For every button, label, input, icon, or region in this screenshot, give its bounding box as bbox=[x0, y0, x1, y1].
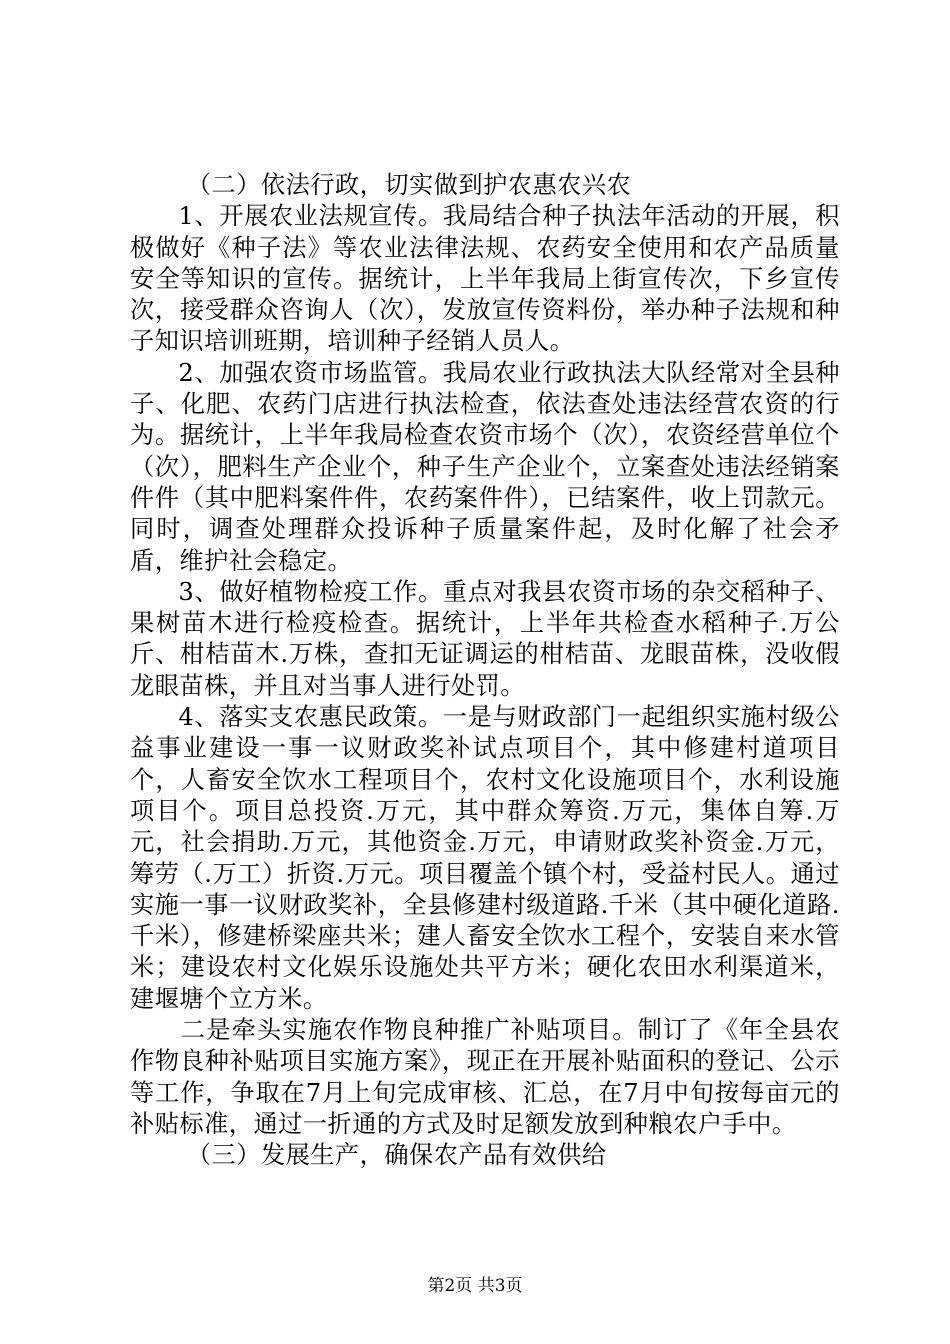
paragraph-seed-subsidy: 二是牵头实施农作物良种推广补贴项目。制订了《年全县农作物良种补贴项目实施方案》，现正在开展补贴面积的登记、公示等工作，争取在7月上旬完成审核、汇总，在7月中旬按每亩元的补贴标准，通过一折通的方式及时足额发放到种粮农户手中。 bbox=[130, 1016, 840, 1138]
paragraph-market-supervision: 2、加强农资市场监管。我局农业行政执法大队经常对全县种子、化肥、农药门店进行执法检查，依法查处违法经营农资的行为。据统计，上半年我局检查农资市场个（次），农资经营单位个（次），肥料生产企业个，种子生产企业个，立案查处违法经销案件件（其中肥料案件件，农药案件件），已结案件，收上罚款元。同时，调查处理群众投诉种子质量案件起，及时化解了社会矛盾，维护社会稳定。 bbox=[130, 358, 840, 575]
paragraph-policy-implementation: 4、落实支农惠民政策。一是与财政部门一起组织实施村级公益事业建设一事一议财政奖补试点项目个，其中修建村道项目个，人畜安全饮水工程项目个，农村文化设施项目个，水利设施项目个。项目总投资.万元，其中群众筹资.万元，集体自筹.万元，社会捐助.万元，其他资金.万元，申请财政奖补资金.万元，筹劳（.万工）折资.万元。项目覆盖个镇个村，受益村民人。通过实施一事一议财政奖补，全县修建村级道路.千米（其中硬化道路.千米），修建桥梁座共米；建人畜安全饮水工程个，安装自来水管米；建设农村文化娱乐设施处共平方米；硬化农田水利渠道米，建堰塘个立方米。 bbox=[130, 703, 840, 1013]
paragraph-law-publicity: 1、开展农业法规宣传。我局结合种子执法年活动的开展，积极做好《种子法》等农业法律法规、农药安全使用和农产品质量安全等知识的宣传。据统计，上半年我局上街宣传次，下乡宣传次，接受群众咨询人（次），发放宣传资料份，举办种子法规和种子知识培训班期，培训种子经销人员人。 bbox=[130, 202, 840, 356]
paragraph-plant-quarantine: 3、做好植物检疫工作。重点对我县农资市场的杂交稻种子、果树苗木进行检疫检查。据统计，上半年共检查水稻种子.万公斤、柑桔苗木.万株，查扣无证调运的柑桔苗、龙眼苗株，没收假龙眼苗株，并且对当事人进行处罚。 bbox=[130, 577, 840, 700]
section-heading-3: （三）发展生产，确保农产品有效供给 bbox=[186, 1141, 607, 1170]
document-body bbox=[130, 170, 840, 1172]
section-heading-2: （二）依法行政，切实做到护农惠农兴农 bbox=[186, 171, 632, 199]
page-number-footer: 第2页 共3页 bbox=[427, 1276, 523, 1296]
